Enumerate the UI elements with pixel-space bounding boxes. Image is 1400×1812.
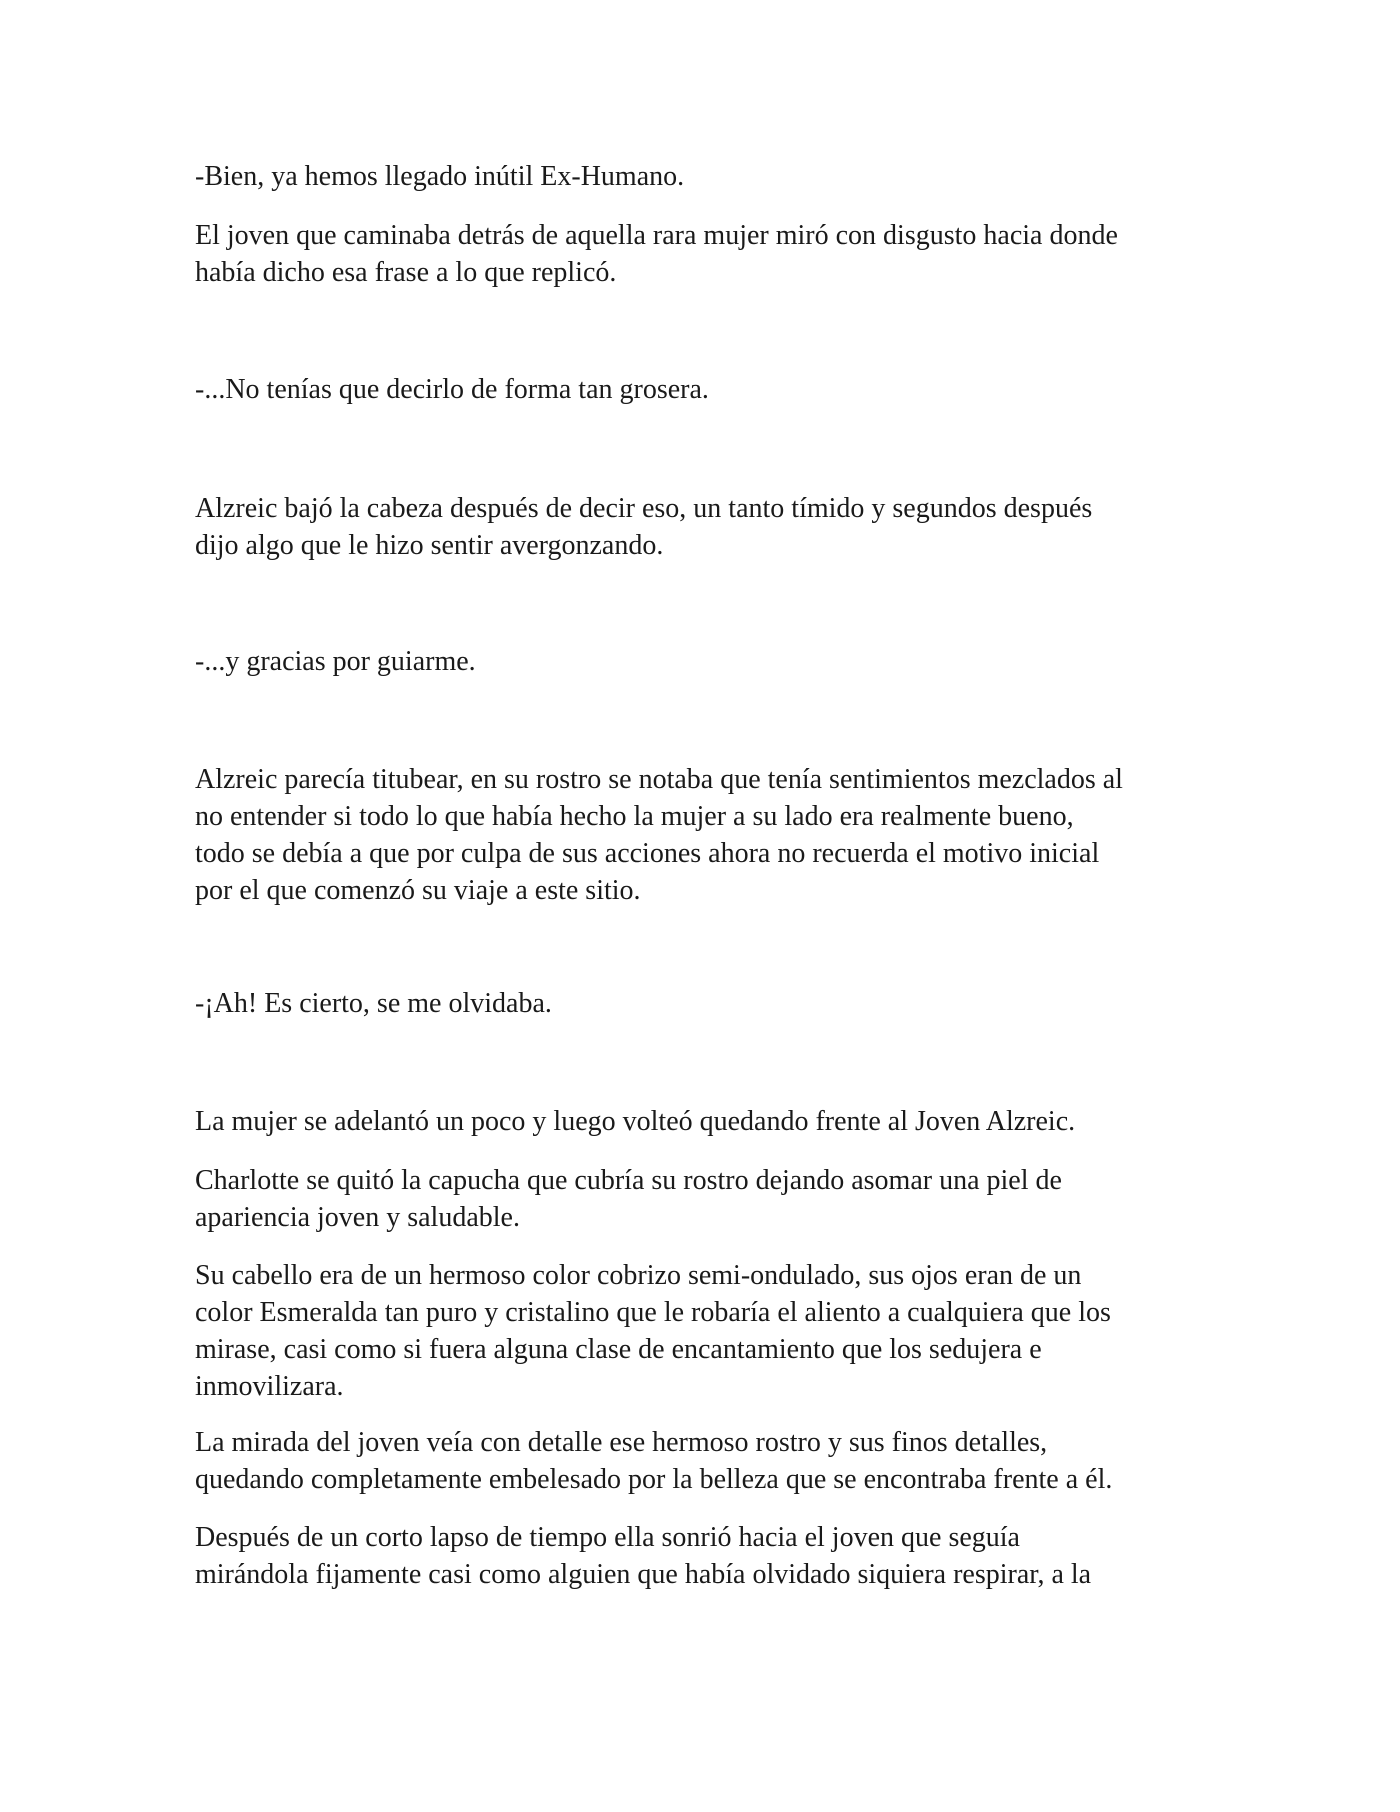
paragraph-1 xyxy=(195,158,1235,195)
text-line: -...y gracias por guiarme. xyxy=(195,646,476,677)
paragraph-6 xyxy=(195,761,1235,909)
text-line: no entender si todo lo que había hecho la mujer a su lado era realmente bueno, xyxy=(195,801,1074,832)
paragraph-11 xyxy=(195,1424,1235,1498)
text-line: Charlotte se quitó la capucha que cubría su rostro dejando asomar una piel de xyxy=(195,1165,1062,1196)
paragraph-7 xyxy=(195,985,1235,1022)
paragraph-9 xyxy=(195,1162,1235,1236)
text-line: inmovilizara. xyxy=(195,1371,344,1402)
text-line: -¡Ah! Es cierto, se me olvidaba. xyxy=(195,988,552,1019)
paragraph-5 xyxy=(195,643,1235,680)
text-line: La mujer se adelantó un poco y luego volteó quedando frente al Joven Alzreic. xyxy=(195,1106,1076,1137)
text-line: Su cabello era de un hermoso color cobrizo semi-ondulado, sus ojos eran de un xyxy=(195,1260,1082,1291)
text-line: por el que comenzó su viaje a este sitio. xyxy=(195,875,641,906)
text-line: Después de un corto lapso de tiempo ella sonrió hacia el joven que seguía xyxy=(195,1522,1020,1553)
paragraph-10 xyxy=(195,1257,1235,1405)
text-line: mirase, casi como si fuera alguna clase de encantamiento que los sedujera e xyxy=(195,1334,1042,1365)
text-line: Alzreic bajó la cabeza después de decir eso, un tanto tímido y segundos después xyxy=(195,493,1093,524)
text-line: Alzreic parecía titubear, en su rostro se notaba que tenía sentimientos mezclados al xyxy=(195,764,1123,795)
text-line: apariencia joven y saludable. xyxy=(195,1202,520,1233)
paragraph-2 xyxy=(195,217,1235,291)
text-line: mirándola fijamente casi como alguien que había olvidado siquiera respirar, a la xyxy=(195,1559,1092,1590)
paragraph-12 xyxy=(195,1519,1235,1593)
paragraph-8 xyxy=(195,1103,1235,1140)
text-line: dijo algo que le hizo sentir avergonzando. xyxy=(195,530,664,561)
paragraph-4 xyxy=(195,490,1235,564)
text-line: había dicho esa frase a lo que replicó. xyxy=(195,257,617,288)
text-line: quedando completamente embelesado por la belleza que se encontraba frente a él. xyxy=(195,1464,1113,1495)
text-line: El joven que caminaba detrás de aquella rara mujer miró con disgusto hacia donde xyxy=(195,220,1118,251)
text-line: -...No tenías que decirlo de forma tan grosera. xyxy=(195,374,709,405)
text-line: -Bien, ya hemos llegado inútil Ex-Humano. xyxy=(195,161,685,192)
paragraph-3 xyxy=(195,371,1235,408)
text-line: todo se debía a que por culpa de sus acciones ahora no recuerda el motivo inicial xyxy=(195,838,1100,869)
text-line: color Esmeralda tan puro y cristalino que le robaría el aliento a cualquiera que los xyxy=(195,1297,1111,1328)
text-line: La mirada del joven veía con detalle ese hermoso rostro y sus finos detalles, xyxy=(195,1427,1048,1458)
